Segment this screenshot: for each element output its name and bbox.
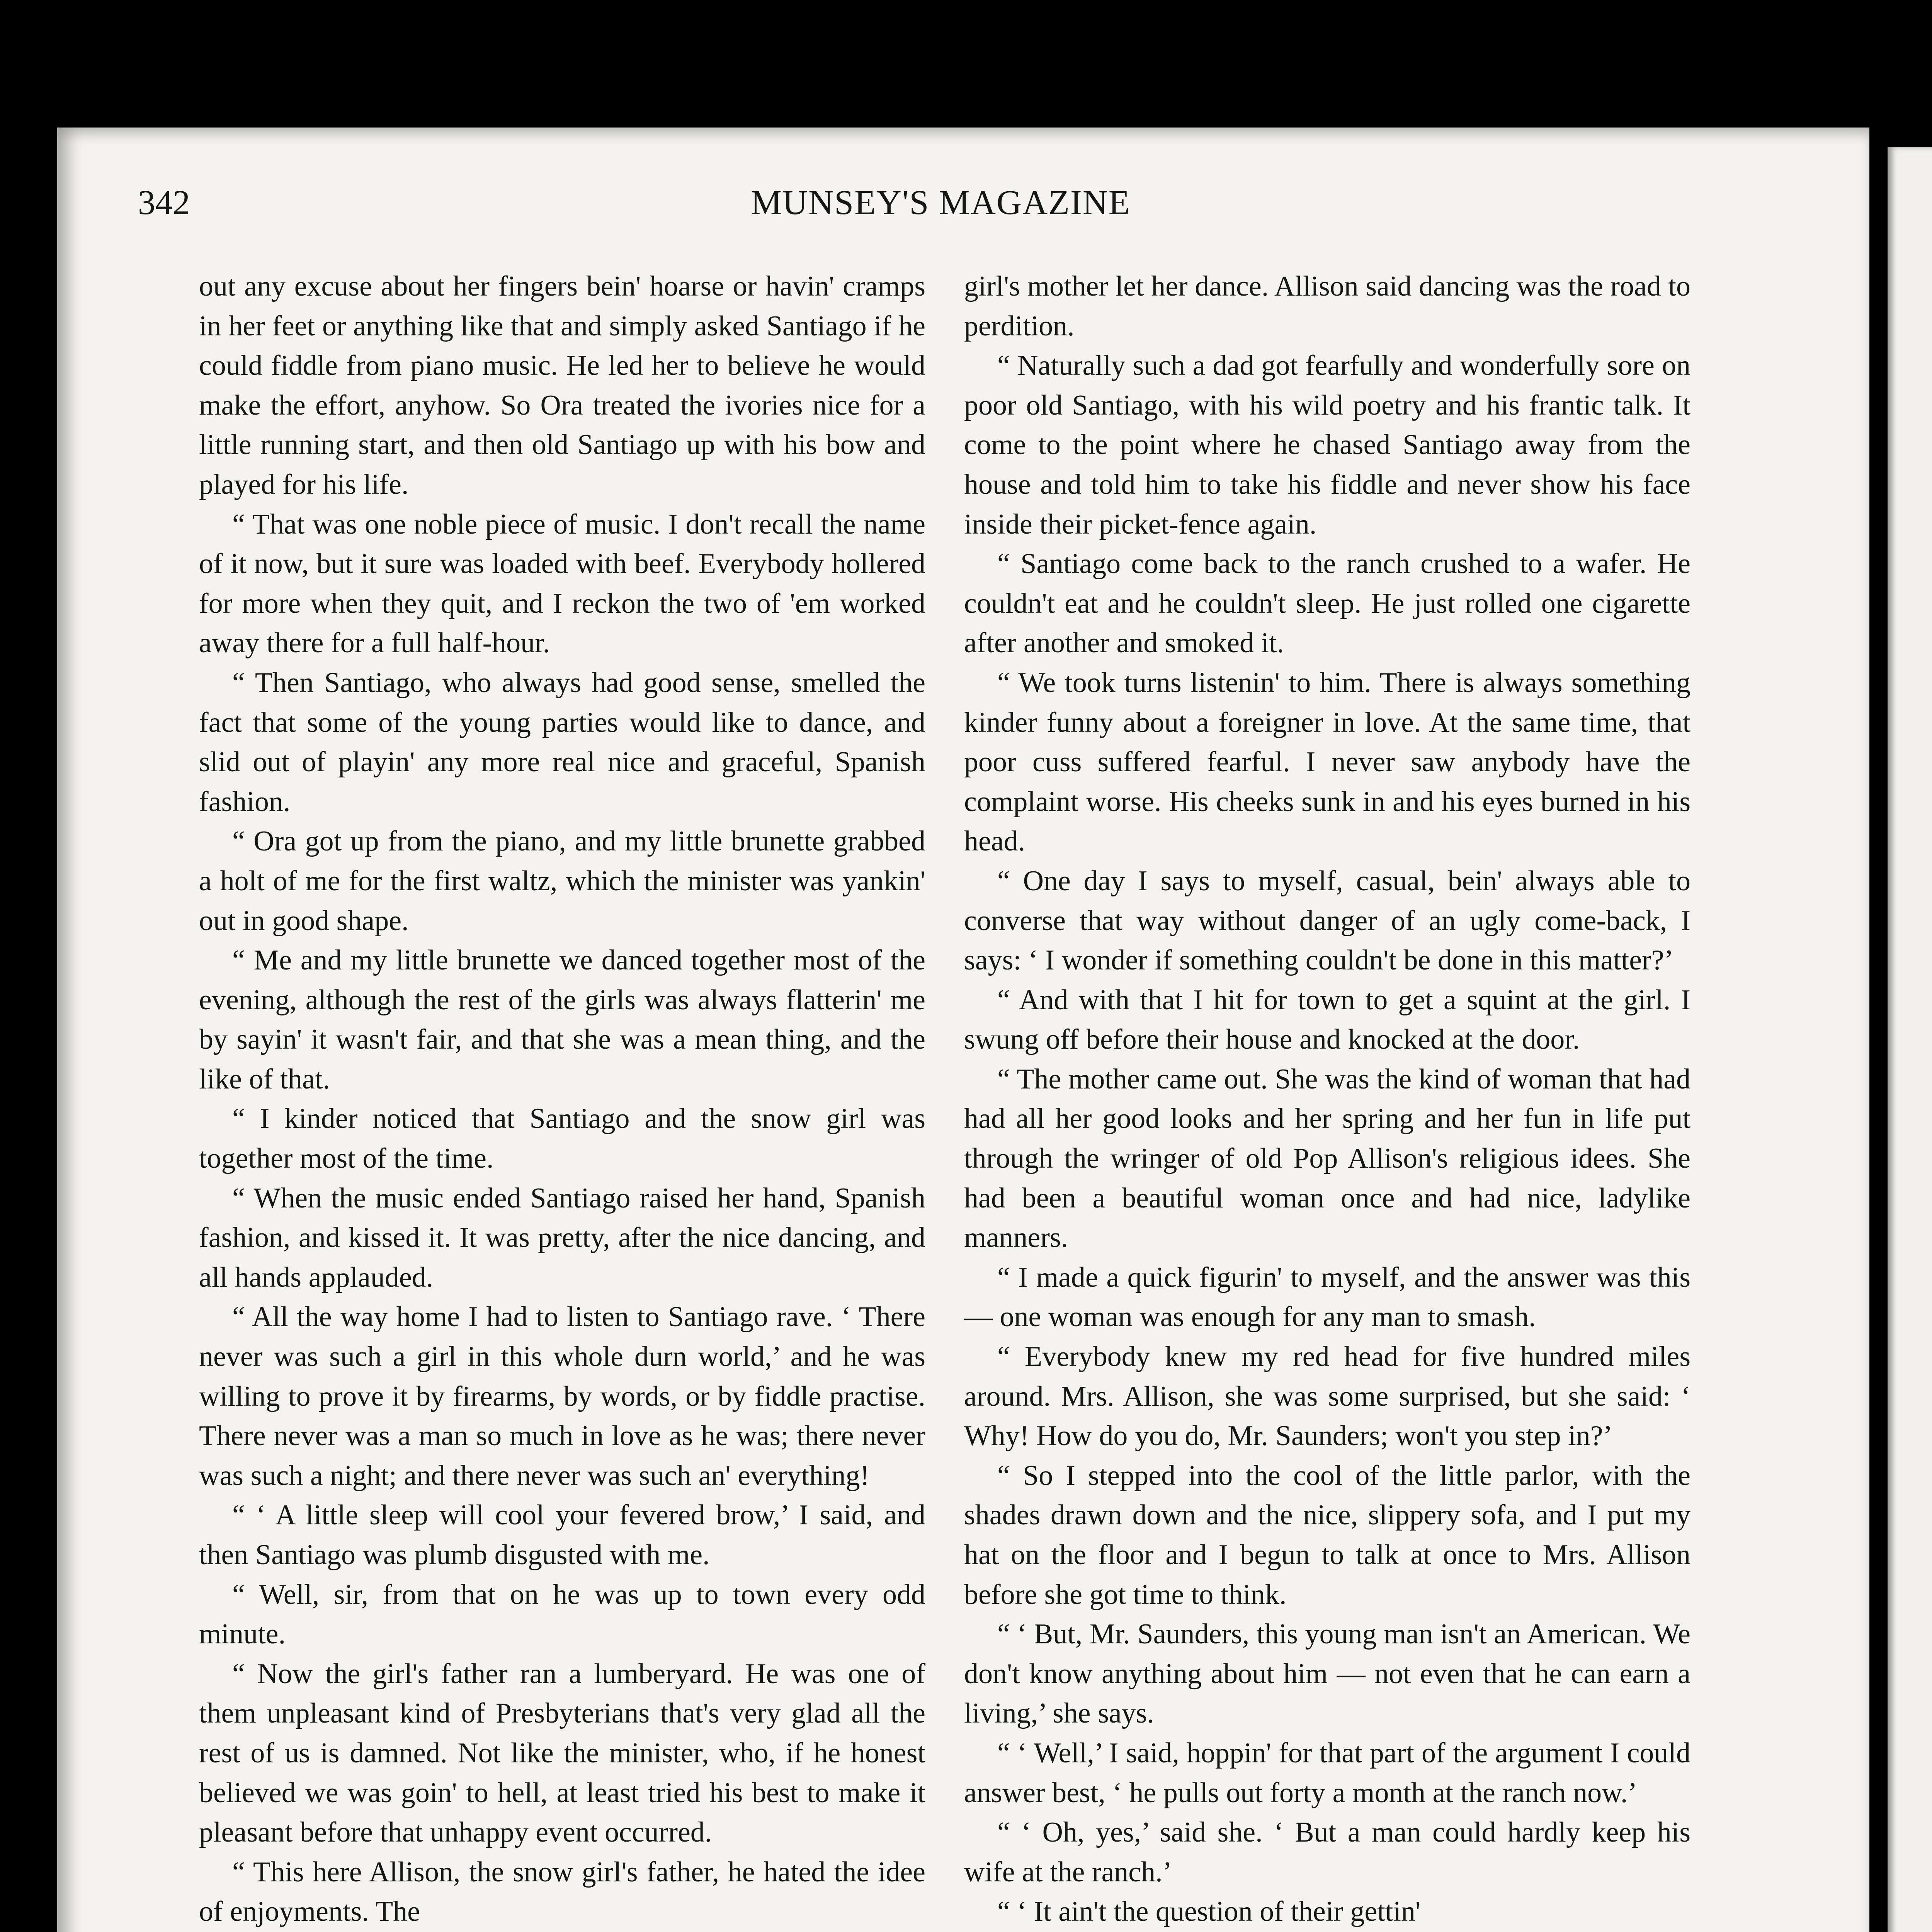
page-number: 342	[138, 184, 190, 222]
page-header	[138, 180, 1166, 226]
paragraph: “ Now the girl's father ran a lumberyard. He was one of them unpleasant kind of Presbyterians that's very glad all the rest of us is damned. Not like the minister, who, if he honest believed we was goin' to hell, at least tried his best to make it pleasant before that unhappy event occurred.	[199, 1658, 925, 1849]
paragraph: “ Naturally such a dad got fearfully and wonderfully sore on poor old Santiago, with his wild poetry and his frantic talk. It come to the point where he chased Santiago away from the house and told him to take his fiddle and never show his face inside their picket-fence again.	[964, 350, 1690, 540]
paragraph: “ Then Santiago, who always had good sense, smelled the fact that some of the young parties would like to dance, and slid out of playin' any more real nice and graceful, Spanish fashion.	[199, 667, 925, 818]
paragraph: “ ‘ A little sleep will cool your fevered brow,’ I said, and then Santiago was plumb disgusted with me.	[199, 1499, 925, 1571]
running-head: MUNSEY'S MAGAZINE	[751, 184, 1131, 222]
paragraph: “ ‘ Well,’ I said, hoppin' for that part of the argument I could answer best, ‘ he pulls out forty a month at the ranch now.’	[964, 1737, 1690, 1809]
paragraph: “ I made a quick figurin' to myself, and the answer was this — one woman was enough for any man to smash.	[964, 1261, 1690, 1333]
paragraph: “ One day I says to myself, casual, bein' always able to converse that way without danger of an ugly come-back, I says: ‘ I wonder if something couldn't be done in this matter?’	[964, 865, 1690, 976]
paragraph: “ Me and my little brunette we danced together most of the evening, although the rest of the girls was always flatterin' me by sayin' it wasn't fair, and that she was a mean thing, and the like of that.	[199, 944, 925, 1095]
adjacent-page-edge	[1888, 147, 1932, 1932]
paragraph: “ Ora got up from the piano, and my little brunette grabbed a holt of me for the first waltz, which the minister was yankin' out in good shape.	[199, 825, 925, 937]
paragraph: “ This here Allison, the snow girl's father, he hated the idee of enjoyments. The	[199, 1856, 925, 1928]
paragraph: “ Santiago come back to the ranch crushed to a wafer. He couldn't eat and he couldn't sleep. He just rolled one cigarette after another and smoked it.	[964, 548, 1690, 659]
paragraph: “ I kinder noticed that Santiago and the snow girl was together most of the time.	[199, 1103, 925, 1175]
paragraph: “ That was one noble piece of music. I don't recall the name of it now, but it sure was loaded with beef. Everybody hollered for more when they quit, and I reckon the two of 'em worked away there for a full half-hour.	[199, 508, 925, 659]
paragraph: “ ‘ It ain't the question of their gettin'	[997, 1896, 1421, 1928]
paragraph: “ ‘ Oh, yes,’ said she. ‘ But a man could hardly keep his wife at the ranch.’	[964, 1816, 1690, 1888]
paragraph: “ And with that I hit for town to get a squint at the girl. I swung off before their house and knocked at the door.	[964, 984, 1690, 1056]
paragraph: “ When the music ended Santiago raised her hand, Spanish fashion, and kissed it. It was pretty, after the nice dancing, and all hands applauded.	[199, 1182, 925, 1293]
paragraph: “ ‘ But, Mr. Saunders, this young man isn't an American. We don't know anything about him — not even that he can earn a living,’ she says.	[964, 1618, 1690, 1730]
paragraph: “ The mother came out. She was the kind of woman that had had all her good looks and her spring and her fun in life put through the wringer of old Pop Allison's religious idees. She had been a beautiful woman once and had nice, ladylike manners.	[964, 1063, 1690, 1254]
paragraph: “ We took turns listenin' to him. There is always something kinder funny about a foreigner in love. At the same time, that poor cuss suffered fearful. I never saw anybody have the complaint worse. His cheeks sunk in and his eyes burned in his head.	[964, 667, 1690, 857]
paragraph: out any excuse about her fingers bein' hoarse or havin' cramps in her feet or anything like that and simply asked Santiago if he could fiddle from piano music. He led her to believe he would make the effort, anyhow. So Ora treated the ivories nice for a little running start, and then old Santiago up with his bow and played for his life.	[199, 270, 925, 500]
paragraph: “ Well, sir, from that on he was up to town every odd minute.	[199, 1578, 925, 1650]
paragraph: “ So I stepped into the cool of the little parlor, with the shades drawn down and the nice, slippery sofa, and I put my hat on the floor and I begun to talk at once to Mrs. Allison before she got time to think.	[964, 1459, 1690, 1611]
paragraph: girl's mother let her dance. Allison said dancing was the road to perdition.	[964, 270, 1690, 342]
right-text-column	[964, 267, 1690, 1932]
paragraph: “ Everybody knew my red head for five hundred miles around. Mrs. Allison, she was some surprised, but she said: ‘ Why! How do you do, Mr. Saunders; won't you step in?’	[964, 1341, 1690, 1452]
paragraph: “ All the way home I had to listen to Santiago rave. ‘ There never was such a girl in this whole durn world,’ and he was willing to prove it by firearms, by words, or by fiddle practise. There never was a man so much in love as he was; there never was such a night; and there never was such an' everything!	[199, 1301, 925, 1492]
left-text-column	[199, 267, 925, 1932]
